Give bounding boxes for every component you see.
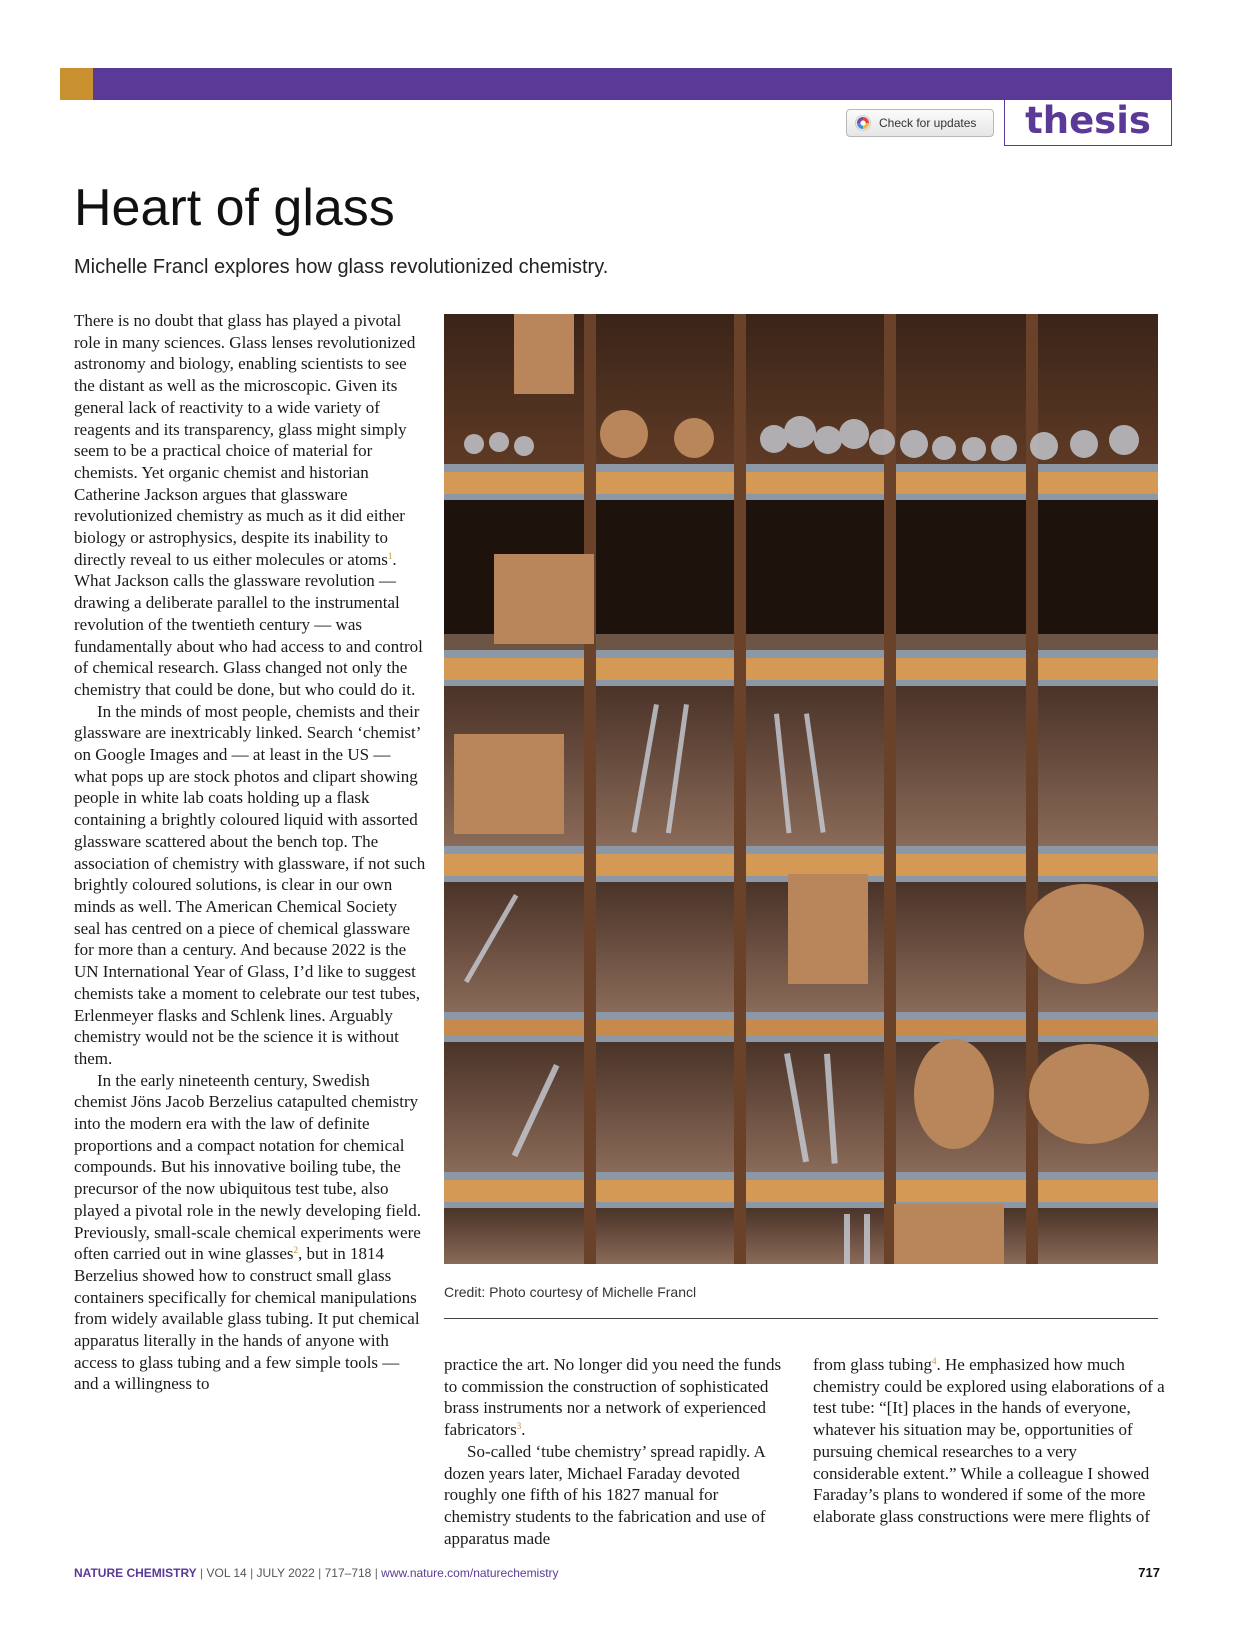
text: . What Jackson calls the glassware revolution — drawing a deliberate parallel to the instrumental revolution of the twentieth century — was fundamentally about who had access to and control of chemical research. Glass changed not only the chemistry that could be done, but who could do it. [74,549,423,699]
reference-3[interactable]: 3 [516,1421,522,1432]
text: In the early nineteenth century, Swedish chemist Jöns Jacob Berzelius catapulted chemistry into the modern era with the law of definite proportions and a compact notation for chemical compounds. But his innovative boiling tube, the precursor of the now ubiquitous test tube, also played a pivotal role in the newly developing field. Previously, small-scale chemical experiments were often carried out in wine glasses [74,1070,421,1264]
article-title: Heart of glass [74,179,395,237]
reference-1[interactable]: 1 [387,550,393,561]
text: , but in 1814 Berzelius showed how to construct small glass containers specifically for chemical manipulations from widely available glass tubing. It put chemical apparatus literally in the hands of anyone with access to glass tubing and a few simple tools — and a willingness to [74,1244,420,1394]
footer-volume: VOL 14 [206,1566,247,1580]
paragraph-5: So-called ‘tube chemistry’ spread rapidly. A dozen years later, Michael Faraday devoted roughly one fifth of his 1827 manual for chemistry students to the fabrication and use of apparatus made [444,1441,766,1548]
paragraph-1 [74,310,426,701]
header-accent-block [60,68,93,100]
check-for-updates-label: Check for updates [879,116,977,130]
journal-url-link[interactable]: www.nature.com/naturechemistry [381,1566,559,1580]
article-standfirst: Michelle Francl explores how glass revolutionized chemistry. [74,256,609,278]
figure-divider [444,1318,1158,1319]
text: . He emphasized how much chemistry could be explored using elaborations of a test tube: “[It] places in the hands of everyone, whatever his situation may be, opportunities of pursuing chemical researches to a very considerable extent.” While a colleague I showed Faraday’s plans to wondered if some of the more elaborate glass constructions were mere flights of [813,1355,1165,1526]
shelf-photo [444,314,1158,1264]
crossmark-icon [855,115,871,131]
footer-separator: | [250,1566,254,1580]
body-column-1 [74,310,426,1395]
header-bar [60,68,1172,100]
page-number: 717 [1138,1565,1160,1580]
body-column-2 [444,1354,784,1549]
footer-separator: | [318,1566,322,1580]
paragraph-2: In the minds of most people, chemists and their glassware are inextricably linked. Search ‘chemist’ on Google Images and — at least in the US — what pops up are stock photos and clipart showing people in white lab coats holding up a flask containing a brightly coloured liquid with assorted glassware scattered about the bench top. The association of chemistry with glassware, if not such brightly coloured solutions, is clear in our own minds as well. The American Chemical Society seal has centred on a piece of chemical glassware for more than a century. And because 2022 is the UN International Year of Glass, I’d like to suggest chemists take a moment to celebrate our test tubes, Erlenmeyer flasks and Schlenk lines. Arguably chemistry would not be the science it is without them. [74,701,426,1068]
journal-name: NATURE CHEMISTRY [74,1566,197,1580]
paragraph-4 [444,1354,784,1441]
page-footer [74,1566,559,1580]
footer-date: JULY 2022 [256,1566,315,1580]
paragraph-3 [74,1070,426,1396]
shelf-row-6 [444,1208,1158,1264]
text: There is no doubt that glass has played a pivotal role in many sciences. Glass lenses revolutionized astronomy and biology, enabling scientists to see the distant as well as the microscopic. Given its general lack of reactivity to a wide variety of reagents and its transparency, glass might simply seem to be a practical choice of material for chemists. Yet organic chemist and historian Catherine Jackson argues that glassware revolutionized chemistry as much as it did either biology or astrophysics, despite its inability to directly reveal to us either molecules or atoms [74,311,416,569]
text: practice the art. No longer did you need the funds to commission the construction of sophisticated brass instruments nor a network of experienced fabricators [444,1355,782,1440]
reference-4[interactable]: 4 [932,1356,937,1366]
body-column-3 [813,1354,1165,1528]
check-for-updates-button[interactable] [846,109,994,137]
footer-pages: 717–718 [324,1566,372,1580]
figure-credit: Credit: Photo courtesy of Michelle Francl [444,1284,697,1300]
section-label: thesis [1004,100,1172,146]
paragraph-6 [813,1354,1165,1528]
text: from glass tubing [813,1355,932,1374]
footer-separator: | [374,1566,378,1580]
footer-separator: | [200,1566,204,1580]
text: . [521,1420,526,1440]
reference-2[interactable]: 2 [293,1245,299,1256]
